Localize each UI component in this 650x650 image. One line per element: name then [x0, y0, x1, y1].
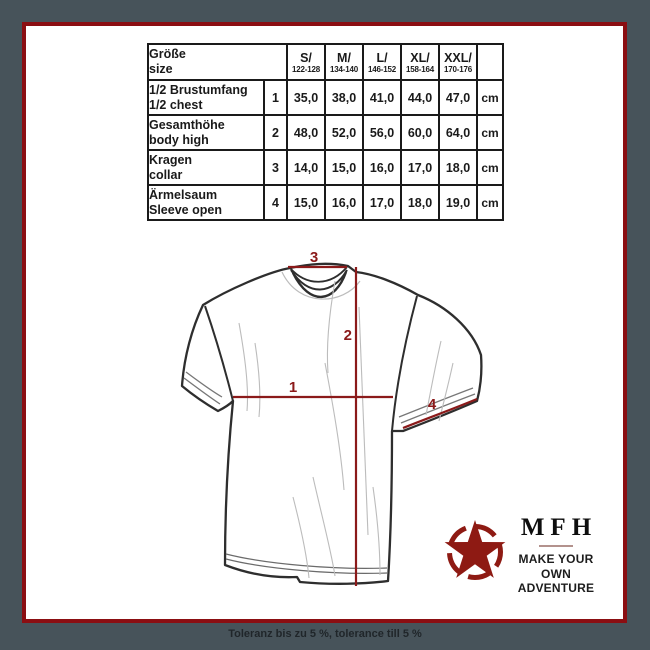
row-ref-number: 3 [264, 150, 287, 185]
value-m: 38,0 [325, 80, 363, 115]
row-ref-number: 1 [264, 80, 287, 115]
row-label: 1/2 Brustumfang 1/2 chest [148, 80, 264, 115]
column-header-unit [477, 44, 503, 80]
column-header-xl: XL/ 158-164 [401, 44, 439, 80]
table-row-collar [148, 150, 503, 185]
unit-cell: cm [477, 115, 503, 150]
size-table [147, 43, 504, 221]
row-label: Gesamthöhe body high [148, 115, 264, 150]
table-corner-header [148, 44, 287, 80]
table-header-row [148, 44, 503, 80]
value-s: 14,0 [287, 150, 325, 185]
value-xxl: 64,0 [439, 115, 477, 150]
brand-divider [539, 545, 573, 547]
table-row-body-height [148, 115, 503, 150]
column-header-xxl: XXL/ 170-176 [439, 44, 477, 80]
marker-label-sleeve: 4 [427, 396, 437, 413]
value-m: 16,0 [325, 185, 363, 220]
unit-cell: cm [477, 150, 503, 185]
column-header-l: L/ 146-152 [363, 44, 401, 80]
value-l: 56,0 [363, 115, 401, 150]
marker-label-chest: 1 [288, 379, 298, 396]
value-xl: 17,0 [401, 150, 439, 185]
value-xxl: 19,0 [439, 185, 477, 220]
brand-star-logo [437, 512, 513, 592]
row-label: Ärmelsaum Sleeve open [148, 185, 264, 220]
row-ref-number: 2 [264, 115, 287, 150]
value-l: 16,0 [363, 150, 401, 185]
row-label: Kragen collar [148, 150, 264, 185]
corner-label-de: Größe [149, 47, 186, 61]
value-s: 48,0 [287, 115, 325, 150]
unit-cell: cm [477, 185, 503, 220]
value-xl: 44,0 [401, 80, 439, 115]
unit-cell: cm [477, 80, 503, 115]
brand-name: MFH [520, 514, 598, 541]
corner-label-en: size [149, 62, 173, 76]
marker-label-height: 2 [343, 327, 352, 344]
value-xxl: 18,0 [439, 150, 477, 185]
marker-label-collar: 3 [309, 249, 319, 266]
column-header-m: M/ 134-140 [325, 44, 363, 80]
value-xl: 60,0 [401, 115, 439, 150]
value-l: 41,0 [363, 80, 401, 115]
tolerance-note: Toleranz bis zu 5 %, tolerance till 5 % [228, 628, 422, 640]
table-row-chest [148, 80, 503, 115]
brand-text-block [506, 514, 606, 596]
column-header-s: S/ 122-128 [287, 44, 325, 80]
value-l: 17,0 [363, 185, 401, 220]
brand-tagline-line2: ADVENTURE [517, 581, 595, 595]
brand-tagline-line1: MAKE YOUR OWN [518, 552, 594, 581]
value-m: 52,0 [325, 115, 363, 150]
value-s: 15,0 [287, 185, 325, 220]
table-row-sleeve-open [148, 185, 503, 220]
row-ref-number: 4 [264, 185, 287, 220]
value-xxl: 47,0 [439, 80, 477, 115]
value-s: 35,0 [287, 80, 325, 115]
value-m: 15,0 [325, 150, 363, 185]
value-xl: 18,0 [401, 185, 439, 220]
